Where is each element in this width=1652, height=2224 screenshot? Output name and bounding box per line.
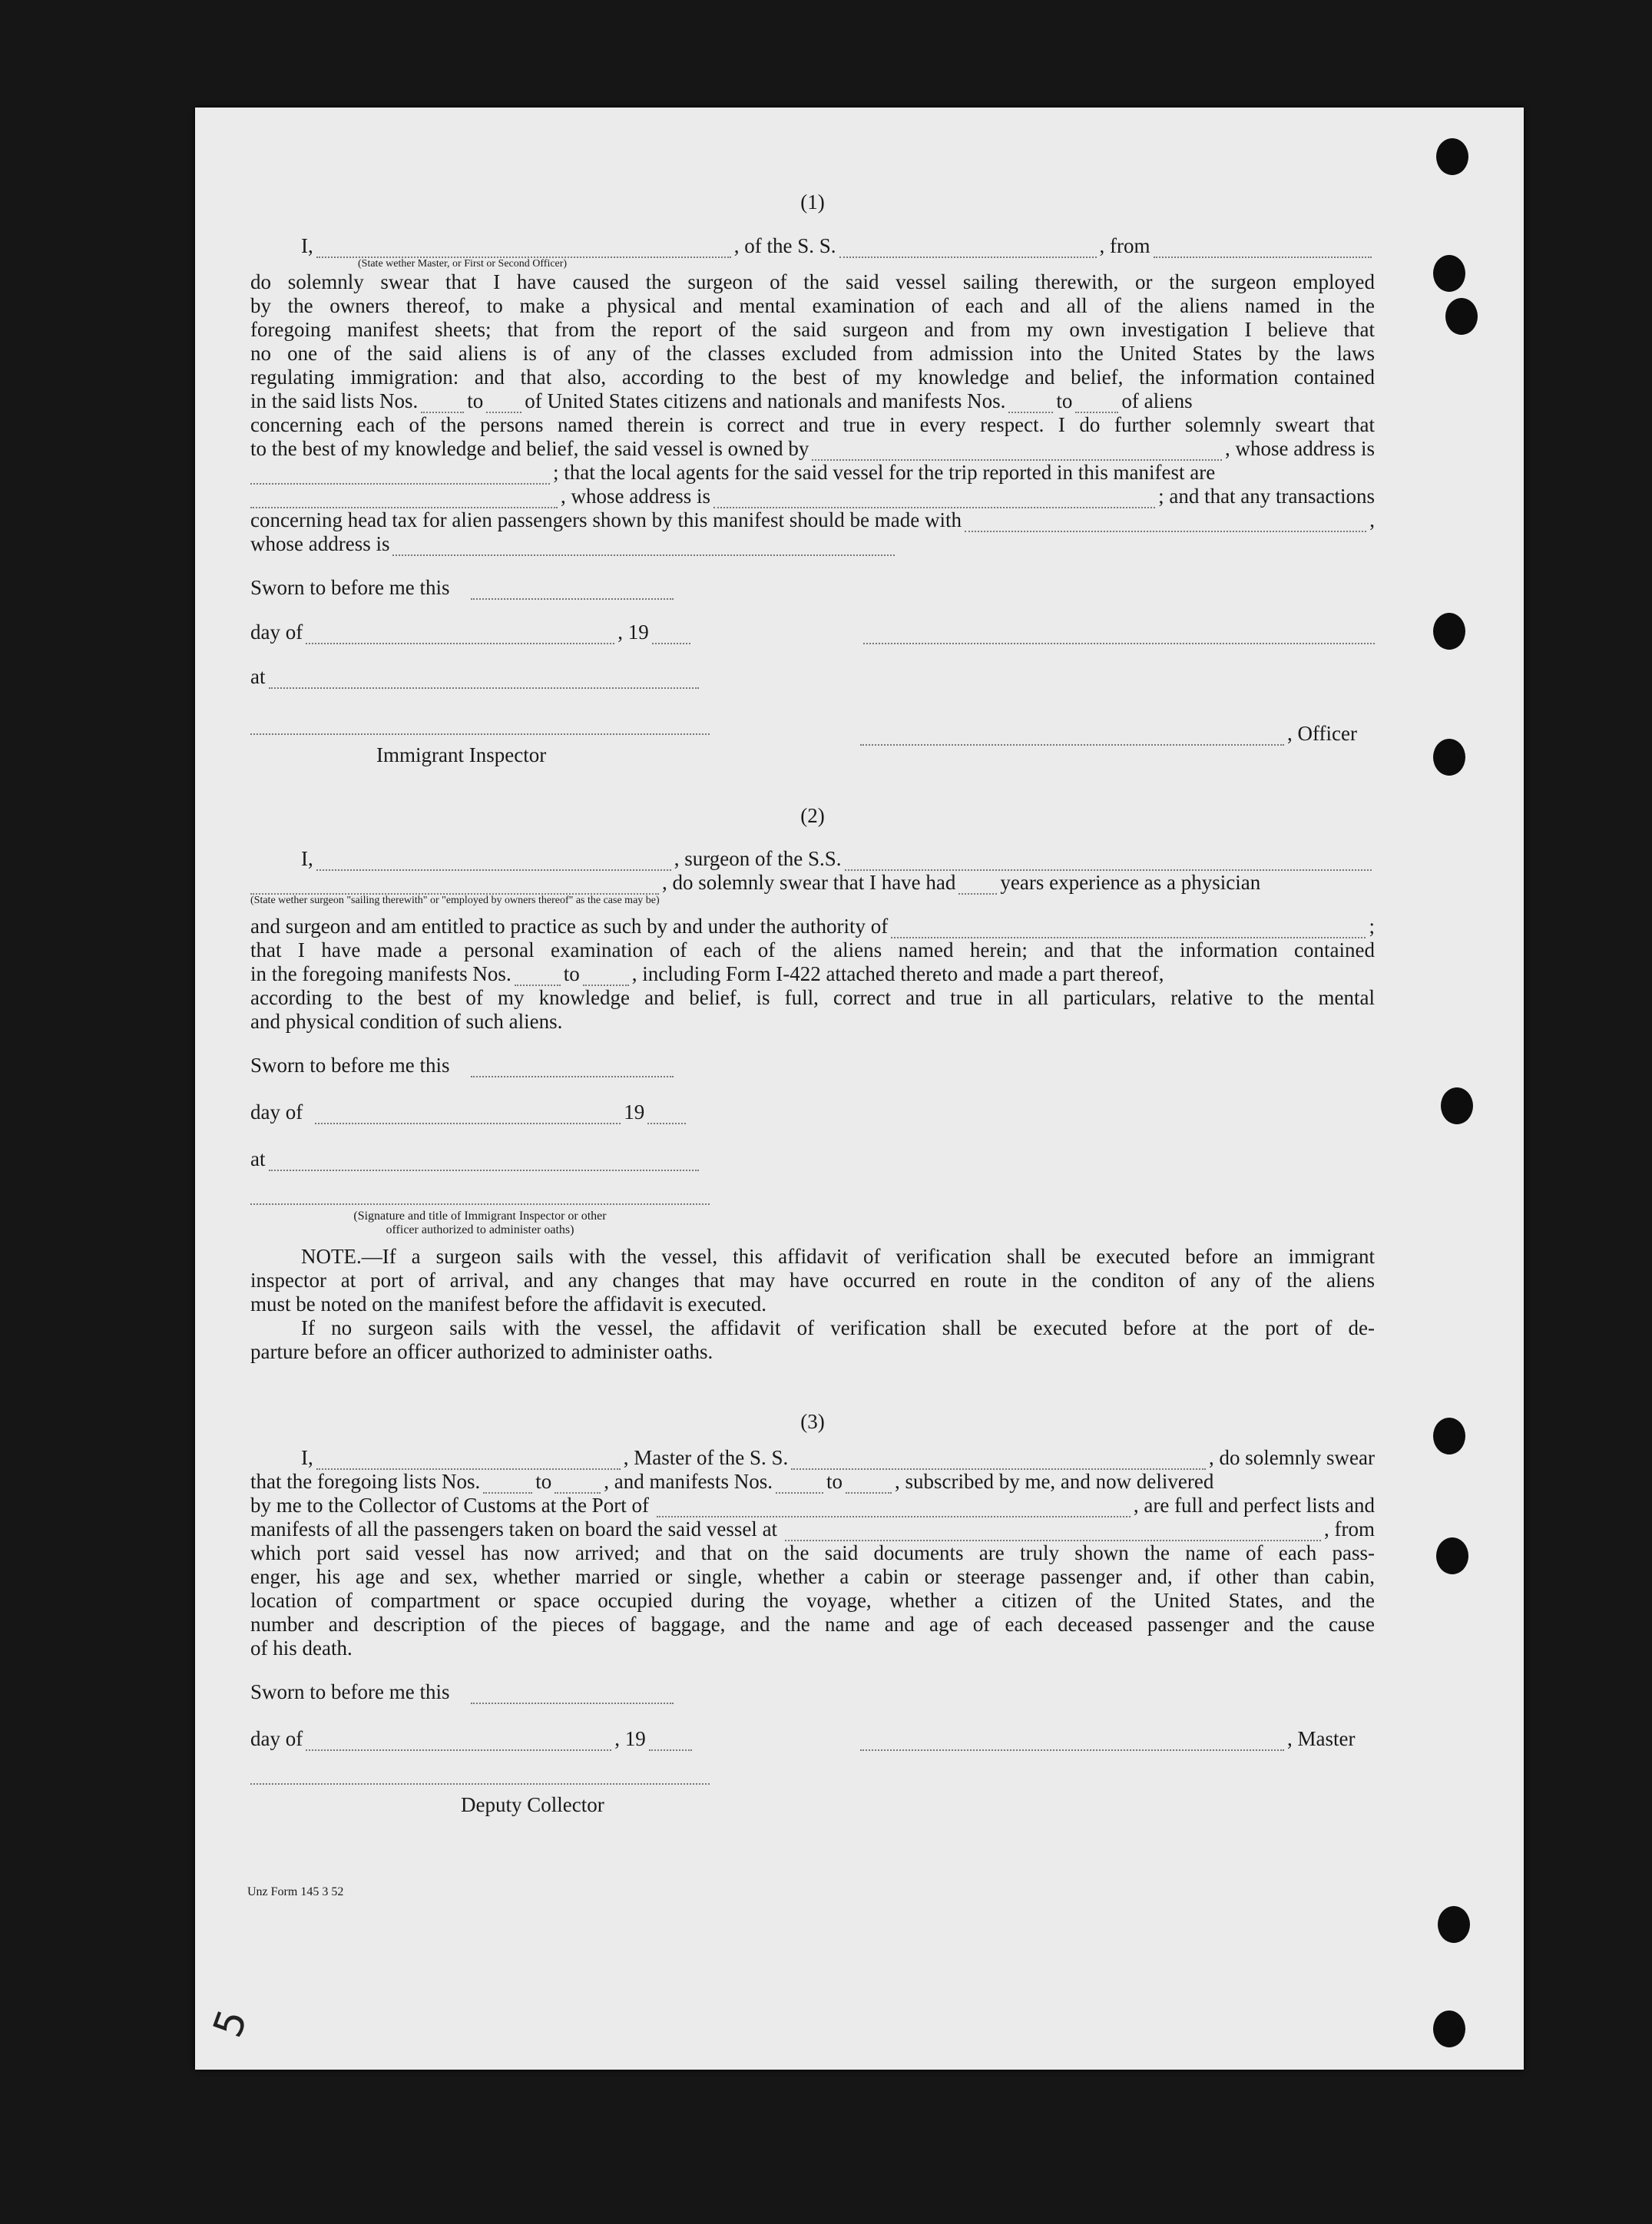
s1-agents-label: ; that the local agents for the said vessel for the trip reported in this manifest are: [553, 461, 1216, 484]
binder-hole: [1438, 1906, 1470, 1943]
s2-note2-line: If no surgeon sails with the vessel, the affidavit of verification shall be executed before at the port of de-: [301, 1316, 1375, 1339]
s3-manifests-from-field[interactable]: [776, 1478, 823, 1494]
s3-line3: [250, 1494, 1375, 1517]
form-content: [250, 190, 1375, 1817]
s1-of-aliens: of aliens: [1121, 389, 1193, 412]
s1-manifests-to: to: [1056, 389, 1073, 412]
binder-hole: [1433, 255, 1465, 292]
s2-at-line: [250, 1147, 1375, 1171]
s3-manifests-label: , and manifests Nos.: [604, 1470, 773, 1493]
s3-lists-to: to: [535, 1470, 552, 1493]
s2-body-line: and physical condition of such aliens.: [250, 1010, 563, 1033]
s3-lists-from-field[interactable]: [483, 1478, 532, 1494]
s1-from: , from: [1099, 234, 1150, 257]
s1-at-label: at: [250, 665, 266, 688]
s3-deputy-label-line: [250, 1785, 1375, 1817]
s2-authority-line: [250, 915, 1375, 938]
s3-body-line: of his death.: [250, 1637, 353, 1660]
s2-authority-label: and surgeon and am entitled to practice as such by and under the authority of: [250, 915, 889, 938]
s1-lists-to: to: [467, 389, 484, 412]
s1-agents-field[interactable]: [250, 492, 558, 508]
s2-form-label: , including Form I-422 attached thereto and made a part thereof,: [631, 962, 1164, 985]
binder-hole: [1441, 1087, 1473, 1124]
s1-headtax-field[interactable]: [965, 516, 1366, 532]
s3-from-label: , from: [1324, 1517, 1375, 1541]
s1-body-line: no one of the said aliens is of any of the classes excluded from admission into the United States by the laws: [250, 342, 1375, 365]
section-2-number: (2): [800, 804, 825, 827]
s2-manifest-label: in the foregoing manifests Nos.: [250, 962, 511, 985]
binder-hole: [1436, 138, 1468, 175]
s3-body-line: number and description of the pieces of baggage, and the name and age of each deceased passenger and the cause: [250, 1613, 1375, 1636]
s3-manifests-to-field[interactable]: [846, 1478, 892, 1494]
s2-inspector-sig-field[interactable]: [250, 1202, 710, 1205]
s1-vessel-field[interactable]: [839, 242, 1097, 258]
s1-lists-label: in the said lists Nos.: [250, 389, 419, 412]
s1-headtax-address-field[interactable]: [392, 540, 895, 556]
s1-year-label: , 19: [617, 621, 649, 644]
s1-headtax-line: [250, 508, 1375, 532]
s3-sworn-line: [250, 1680, 1375, 1704]
document-page: [195, 108, 1524, 2070]
s3-lists-to-field[interactable]: [555, 1478, 601, 1494]
s3-i: I,: [301, 1446, 313, 1469]
s3-line2: [250, 1470, 1375, 1494]
s1-sworn-field[interactable]: [471, 584, 674, 600]
s3-lists-label: that the foregoing lists Nos.: [250, 1470, 481, 1493]
s2-sig-caption: [250, 1210, 710, 1237]
s1-manifests-label: of United States citizens and nationals and manifests Nos.: [525, 389, 1006, 412]
s1-line1: [250, 234, 1375, 258]
s3-sworn-field[interactable]: [471, 1688, 674, 1704]
s1-owned-line: [250, 437, 1375, 461]
s3-line1: [250, 1446, 1375, 1470]
s2-caption: (State wether surgeon "sailing therewith" or "employed by owners thereof" as the case may be): [250, 895, 660, 906]
s3-day-field[interactable]: [306, 1735, 611, 1751]
section-1-number: (1): [800, 190, 825, 213]
s3-master-name-field[interactable]: [316, 1454, 621, 1470]
s1-owned-label: to the best of my knowledge and belief, the said vessel is owned by: [250, 437, 809, 460]
s3-lists-perfect-label: , are full and perfect lists and: [1133, 1494, 1375, 1517]
s2-sworn-field[interactable]: [471, 1061, 674, 1077]
s1-body: [250, 270, 1375, 389]
s2-note2-line: parture before an officer authorized to administer oaths.: [250, 1340, 713, 1363]
s2-day-field[interactable]: [315, 1108, 621, 1124]
s2-vessel-field[interactable]: [845, 855, 1372, 871]
s1-year-field[interactable]: [652, 628, 690, 644]
s3-sworn-label: Sworn to before me this: [250, 1680, 450, 1703]
binder-hole: [1433, 2011, 1465, 2047]
s3-master-label: , Master of the S. S.: [623, 1446, 789, 1469]
binder-hole: [1433, 613, 1465, 650]
s2-sig-caption-line: officer authorized to administer oaths): [386, 1223, 574, 1236]
s1-day-label: day of: [250, 621, 303, 644]
s3-body-line: location of compartment or space occupied during the voyage, whether a citizen of the United States, and the: [250, 1589, 1375, 1612]
s2-body-line: according to the best of my knowledge and belief, is full, correct and true in all particulars, relative to the mental: [250, 986, 1375, 1009]
s3-body-line: enger, his age and sex, whether married or single, whether a cabin or steerage passenger and, if other than cabin,: [250, 1565, 1375, 1588]
s1-i: I,: [301, 234, 313, 257]
s2-sworn-label: Sworn to before me this: [250, 1054, 450, 1077]
s1-lists-from-field[interactable]: [421, 397, 464, 413]
s1-inspector-label: Immigrant Inspector: [376, 743, 547, 766]
s3-deputy-label: Deputy Collector: [461, 1793, 604, 1816]
s3-year-field[interactable]: [649, 1735, 692, 1751]
s2-manifest-from-field[interactable]: [515, 970, 561, 986]
s2-surgeon-name-field[interactable]: [316, 855, 671, 871]
handwritten-page-mark: 5: [204, 2004, 257, 2044]
s1-at-line: [250, 665, 1375, 689]
binder-hole: [1445, 298, 1478, 335]
s2-note-line: inspector at port of arrival, and any changes that may have occurred en route in the conditon of any of the aliens: [250, 1269, 1375, 1292]
s1-agents-address-label: , whose address is: [561, 485, 710, 508]
s1-officer-field[interactable]: [316, 242, 731, 258]
s1-of-ss: , of the S. S.: [733, 234, 836, 257]
s1-body-line: regulating immigration: and that also, according to the best of my knowledge and belief, the information contained: [250, 366, 1375, 389]
s1-inspector-sig-line: [250, 720, 1375, 745]
s2-year-field[interactable]: [647, 1108, 686, 1124]
s1-caption: (State wether Master, or First or Second Officer): [358, 258, 568, 270]
s1-concerning-line: concerning each of the persons named therein is correct and true in every respect. I do further solemnly sweart that: [250, 413, 1375, 436]
s1-from-field[interactable]: [1154, 242, 1372, 258]
s3-vessel-field[interactable]: [791, 1454, 1206, 1470]
s3-swear-label: , do solemnly swear: [1209, 1446, 1375, 1469]
s1-at-field[interactable]: [269, 673, 699, 689]
s1-owner-address-field[interactable]: [250, 468, 550, 485]
s2-sig-caption-line: (Signature and title of Immigrant Inspector or other: [353, 1210, 607, 1223]
s1-day-line: [250, 621, 1375, 644]
s1-sworn-line: [250, 576, 1375, 600]
s1-sworn-label: Sworn to before me this: [250, 576, 450, 599]
binder-hole: [1433, 739, 1465, 776]
s2-sworn-line: [250, 1054, 1375, 1077]
s2-line2: [250, 871, 1375, 895]
s1-owner-address-label: , whose address is: [1225, 437, 1375, 460]
s3-port-field[interactable]: [657, 1501, 1131, 1517]
s3-day-label: day of: [250, 1727, 303, 1750]
s2-line1: [250, 847, 1375, 871]
s1-manifests-from-field[interactable]: [1008, 397, 1053, 413]
s1-body-line: do solemnly swear that I have caused the surgeon of the said vessel sailing therewith, or the surgeon employed: [250, 270, 1375, 293]
s3-year-label: , 19: [614, 1727, 646, 1750]
s3-subscribed-label: , subscribed by me, and now delivered: [894, 1470, 1214, 1493]
s2-note-line: must be noted on the manifest before the affidavit is executed.: [250, 1292, 767, 1316]
binder-hole: [1436, 1537, 1468, 1574]
s3-master-sig-label: , Master: [1287, 1727, 1356, 1750]
s2-manifest-to: to: [563, 962, 580, 985]
s1-owner-field[interactable]: [812, 445, 1222, 461]
s2-swear-label: , do solemnly swear that I have had: [662, 871, 956, 894]
s1-headtax-comma: ,: [1369, 508, 1375, 531]
s2-note-line: NOTE.—If a surgeon sails with the vessel, this affidavit of verification shall be executed before an immigrant: [301, 1245, 1375, 1268]
binder-hole: [1433, 1418, 1465, 1455]
s1-signature-field[interactable]: [863, 628, 1375, 644]
s3-master-sig-field[interactable]: [860, 1735, 1284, 1751]
s3-line4: [250, 1517, 1375, 1541]
s2-years-label: years experience as a physician: [1000, 871, 1261, 894]
s1-whose-address-line: [250, 485, 1375, 508]
s1-agents-address-field[interactable]: [713, 492, 1155, 508]
s3-boarded-label: manifests of all the passengers taken on board the said vessel at: [250, 1517, 778, 1541]
s2-year-label: 19: [624, 1100, 645, 1124]
s1-manifests-to-field[interactable]: [1075, 397, 1118, 413]
s3-port-label: by me to the Collector of Customs at the Port of: [250, 1494, 649, 1517]
s1-day-field[interactable]: [306, 628, 614, 644]
s1-officer-sig-field[interactable]: [860, 730, 1284, 746]
s2-i: I,: [301, 847, 313, 870]
s2-at-label: at: [250, 1147, 266, 1170]
s2-day-label: day of: [250, 1100, 303, 1124]
s1-agents-line: [250, 461, 1375, 485]
s1-whose-last-label: whose address is: [250, 532, 390, 555]
s1-transactions-label: ; and that any transactions: [1158, 485, 1375, 508]
s1-body-line: foregoing manifest sheets; that from the report of the said surgeon and from my own investigation I believe that: [250, 318, 1375, 341]
s2-years-field[interactable]: [958, 879, 997, 895]
s3-day-line: [250, 1727, 1375, 1751]
s1-body-line: by the owners thereof, to make a physical and mental examination of each and all of the aliens named in the: [250, 294, 1375, 317]
s1-whose-last-line: [250, 532, 1375, 556]
form-number: Unz Form 145 3 52: [247, 1885, 344, 1898]
s2-manifest-to-field[interactable]: [583, 970, 629, 986]
s3-boarded-port-field[interactable]: [785, 1525, 1321, 1541]
s1-headtax-label: concerning head tax for alien passengers shown by this manifest should be made with: [250, 508, 962, 531]
s2-personal-line: that I have made a personal examination of each of the aliens named herein; and that the information contained: [250, 938, 1375, 961]
s2-authority-field[interactable]: [891, 922, 1366, 938]
s1-lists-line: [250, 389, 1375, 413]
s3-manifests-to: to: [826, 1470, 843, 1493]
s2-authority-semicolon: ;: [1369, 915, 1375, 938]
s2-day-line: [250, 1100, 1375, 1124]
s2-at-field[interactable]: [269, 1155, 699, 1171]
s2-status-field[interactable]: [250, 879, 659, 895]
s1-lists-to-field[interactable]: [486, 397, 521, 413]
section-3-number: (3): [800, 1410, 825, 1433]
s1-officer-label: , Officer: [1287, 722, 1357, 745]
s1-inspector-sig-field[interactable]: [250, 719, 710, 735]
s2-manifest-line: [250, 962, 1375, 986]
s3-body-line: which port said vessel has now arrived; and that on the said documents are truly shown the name of each pass-: [250, 1541, 1375, 1564]
s2-surgeon-label: , surgeon of the S.S.: [674, 847, 842, 870]
